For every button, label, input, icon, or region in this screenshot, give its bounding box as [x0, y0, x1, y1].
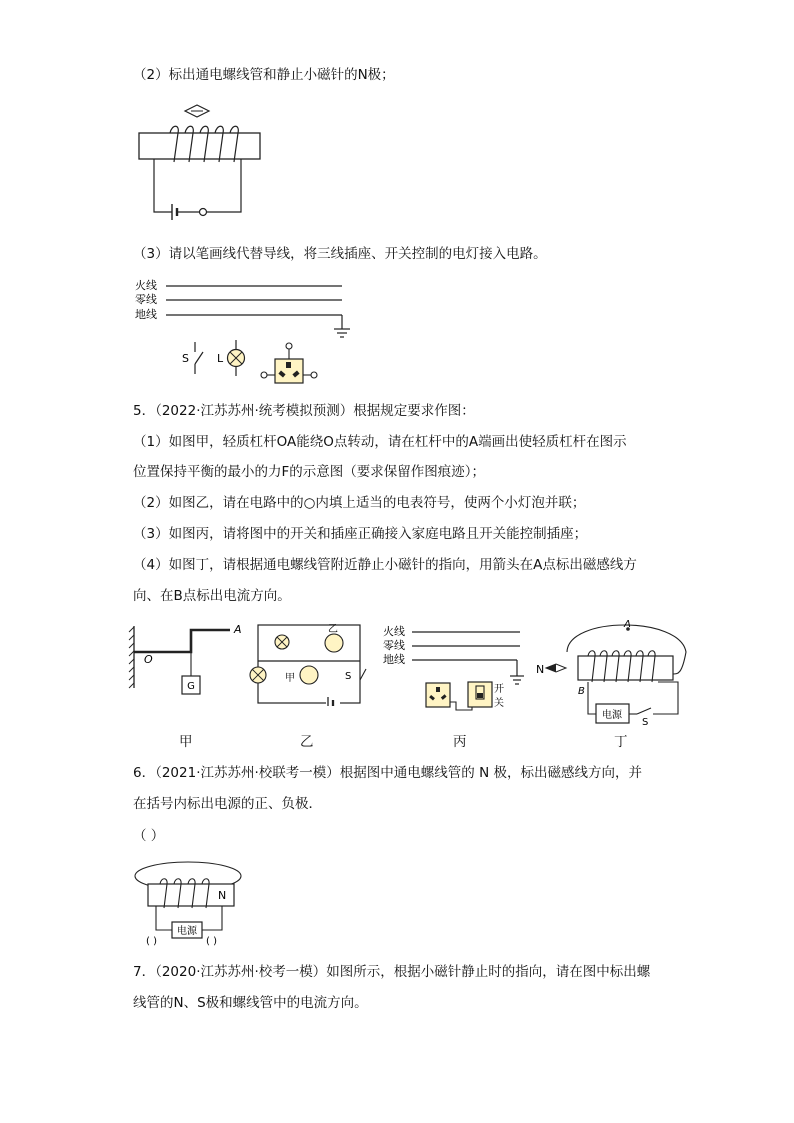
- meter-jia-label: 甲: [285, 673, 295, 684]
- weight-g-label: G: [187, 681, 195, 692]
- point-b-label: B: [578, 686, 585, 697]
- point-a-label: A: [624, 619, 631, 630]
- caption-jia: 甲: [179, 734, 193, 750]
- q5-header: 5．（2022·江苏苏州·统考模拟预测）根据规定要求作图：: [133, 403, 475, 419]
- circuit-figure-yi: [248, 618, 373, 706]
- solenoid-power-figure: [132, 858, 252, 950]
- q5-part4-line2: 向、在B点标出电流方向。: [133, 588, 291, 604]
- switch-kai-label: 开: [494, 684, 504, 695]
- neutral-wire-label: 零线: [135, 293, 157, 306]
- household-wiring-figure-bing: [380, 620, 530, 712]
- ground-wire-label: 地线: [135, 308, 157, 321]
- solenoid-field-figure-ding: [530, 612, 695, 730]
- solenoid-core: [139, 133, 260, 159]
- north-pole-label: N: [218, 889, 227, 902]
- magnetic-field-line: [567, 625, 686, 674]
- meter-circle-yi: [325, 634, 343, 652]
- power-label: 电源: [602, 710, 622, 721]
- solenoid-battery-figure: [130, 100, 270, 220]
- svg-text:地线: 地线: [383, 653, 405, 666]
- pole-bracket-left: ( ): [146, 936, 157, 947]
- switch-guan-label: 关: [494, 698, 504, 709]
- q5-part2-text: （2）如图乙，请在电路中的○内填上适当的电表符号，使两个小灯泡并联；: [133, 495, 586, 511]
- svg-text:火线: 火线: [383, 625, 405, 638]
- q5-part1-line1: （1）如图甲，轻质杠杆OA能绕O点转动，请在杠杆中的A端画出使轻质杠杆在图示: [133, 434, 627, 450]
- switch-label: S: [345, 671, 352, 682]
- q6-line2: 在括号内标出电源的正、负极．: [133, 796, 322, 812]
- meter-circle-jia: [300, 666, 318, 684]
- svg-text:零线: 零线: [383, 639, 405, 652]
- q5-part3-text: （3）如图丙，请将图中的开关和插座正确接入家庭电路且开关能控制插座；: [133, 526, 588, 542]
- power-label: 电源: [177, 926, 197, 937]
- caption-ding: 丁: [614, 734, 628, 750]
- point-a-label: A: [234, 623, 242, 636]
- q4-part3-text: （3）请以笔画线代替导线，将三线插座、开关控制的电灯接入电路。: [133, 246, 547, 262]
- compass-n-label: N: [536, 663, 545, 676]
- q7-line2: 线管的N、S极和螺线管中的电流方向。: [133, 995, 368, 1011]
- switch-label: S: [182, 352, 189, 365]
- three-pin-socket-icon: [426, 683, 450, 707]
- lever-figure-jia: [128, 618, 248, 698]
- switch-icon: [637, 708, 651, 714]
- wall-hatching: [129, 627, 134, 688]
- switch-icon: [360, 669, 366, 680]
- pole-bracket-right: ( ): [206, 936, 217, 947]
- q7-line1: 7．（2020·江苏苏州·校考一模）如图所示，根据小磁针静止时的指向，请在图中标出螺: [133, 964, 651, 980]
- q4-part2-text: （2）标出通电螺线管和静止小磁针的N极；: [133, 67, 395, 83]
- q6-answer-bracket: （ ）: [133, 828, 165, 844]
- pivot-o-label: O: [144, 653, 153, 666]
- compass-needle-icon: [546, 664, 556, 672]
- q5-part1-line2: 位置保持平衡的最小的力F的示意图（要求保留作图痕迹）；: [133, 464, 486, 480]
- household-wiring-figure-1: [132, 276, 362, 384]
- q5-part4-line1: （4）如图丁，请根据通电螺线管附近静止小磁针的指向，用箭头在A点标出磁感线方: [133, 557, 637, 573]
- live-wire-label: 火线: [135, 279, 157, 292]
- solenoid-coil: [170, 126, 238, 162]
- switch-label: S: [642, 717, 649, 728]
- caption-yi: 乙: [300, 734, 314, 750]
- caption-bing: 丙: [453, 734, 467, 750]
- lamp-label: L: [217, 352, 224, 365]
- q6-line1: 6．（2021·江苏苏州·校联考一模）根据图中通电螺线管的 N 极，标出磁感线方向，并: [133, 765, 642, 781]
- lever-bar: [134, 630, 230, 652]
- meter-yi-label: 乙: [328, 624, 338, 635]
